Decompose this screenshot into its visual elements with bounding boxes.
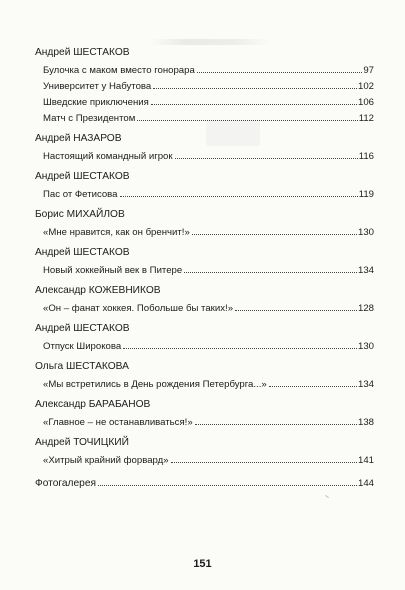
toc-entry-title: Фотогалерея [35, 478, 97, 489]
dot-leader [195, 424, 357, 425]
toc-group [35, 435, 374, 466]
toc-entry-title: Пас от Фетисова [43, 189, 118, 200]
toc-entry-page: 119 [358, 189, 374, 200]
toc-entry [43, 336, 374, 352]
toc-group [35, 321, 374, 352]
toc-entry-page: 112 [358, 113, 374, 124]
toc-entry-page: 138 [357, 417, 374, 428]
dot-leader [235, 310, 357, 311]
toc-author: Андрей ТОЧИЦКИЙ [35, 437, 129, 448]
dot-leader [171, 462, 357, 463]
toc-entry-title: «Хитрый крайний форвард» [43, 455, 169, 466]
toc-entry-title: Шведские приключения [43, 97, 149, 108]
toc-entry [43, 222, 374, 238]
toc-entry-page: 130 [357, 227, 374, 238]
toc-author: Ольга ШЕСТАКОВА [35, 361, 129, 372]
toc-entry-title: Отпуск Широкова [43, 341, 122, 352]
dot-leader [151, 104, 357, 105]
dot-leader [153, 88, 357, 89]
toc-entry [43, 184, 374, 200]
dot-leader [123, 348, 357, 349]
toc-author: Александр КОЖЕВНИКОВ [35, 285, 161, 296]
toc-entry-page: 116 [358, 151, 374, 162]
toc-entry-page: 97 [363, 65, 374, 76]
toc-entry-page: 134 [357, 265, 374, 276]
toc-group [35, 359, 374, 390]
page-number: 151 [193, 558, 212, 570]
toc-entry [43, 92, 374, 108]
toc-entry-page: 144 [357, 478, 374, 489]
toc-entry [43, 108, 374, 124]
toc-author: Андрей ШЕСТАКОВ [35, 323, 130, 334]
toc-entry [43, 450, 374, 466]
paper-speck [325, 495, 329, 498]
toc-group [35, 397, 374, 428]
toc-entry-title: Булочка с маком вместо гонорара [43, 65, 195, 76]
toc-group [35, 245, 374, 276]
dot-leader [137, 120, 357, 121]
dot-leader [120, 196, 358, 197]
toc-entry [43, 374, 374, 390]
dot-leader [175, 158, 358, 159]
dot-leader [98, 485, 357, 486]
toc-entry-page: 130 [357, 341, 374, 352]
table-of-contents [35, 45, 374, 489]
toc-entry-page: 128 [357, 303, 374, 314]
toc-entry-title: «Он – фанат хоккея. Побольше бы таких!» [43, 303, 234, 314]
toc-entry [43, 260, 374, 276]
dot-leader [184, 272, 357, 273]
dot-leader [269, 386, 357, 387]
toc-entry [43, 60, 374, 76]
toc-entry-title: Новый хоккейный век в Питере [43, 265, 183, 276]
toc-author: Андрей НАЗАРОВ [35, 133, 122, 144]
toc-entry-title: Матч с Президентом [43, 113, 136, 124]
toc-entry-title: Настоящий командный игрок [43, 151, 173, 162]
toc-entry-page: 106 [357, 97, 374, 108]
toc-entry-title: «Мне нравится, как он бренчит!» [43, 227, 190, 238]
toc-group [35, 169, 374, 200]
toc-group [35, 207, 374, 238]
toc-entry-page: 141 [357, 455, 374, 466]
toc-author: Андрей ШЕСТАКОВ [35, 171, 130, 182]
toc-author: Андрей ШЕСТАКОВ [35, 247, 130, 258]
toc-entry-title: «Главное – не останавливаться!» [43, 417, 193, 428]
toc-author: Борис МИХАЙЛОВ [35, 209, 125, 220]
toc-entry [43, 76, 374, 92]
toc-entry-page: 102 [357, 81, 374, 92]
toc-group [35, 283, 374, 314]
toc-entry [43, 146, 374, 162]
toc-entry [43, 298, 374, 314]
toc-group [35, 45, 374, 124]
toc-author: Александр БАРАБАНОВ [35, 399, 151, 410]
dot-leader [192, 234, 357, 235]
toc-entry-title: «Мы встретились в День рождения Петербурга...» [43, 379, 267, 390]
toc-group [35, 131, 374, 162]
toc-entry [43, 412, 374, 428]
toc-author: Андрей ШЕСТАКОВ [35, 47, 130, 58]
dot-leader [197, 72, 363, 73]
toc-entry-page: 134 [357, 379, 374, 390]
toc-entry-title: Университет у Набутова [43, 81, 152, 92]
toc-entry-gallery [35, 473, 374, 489]
